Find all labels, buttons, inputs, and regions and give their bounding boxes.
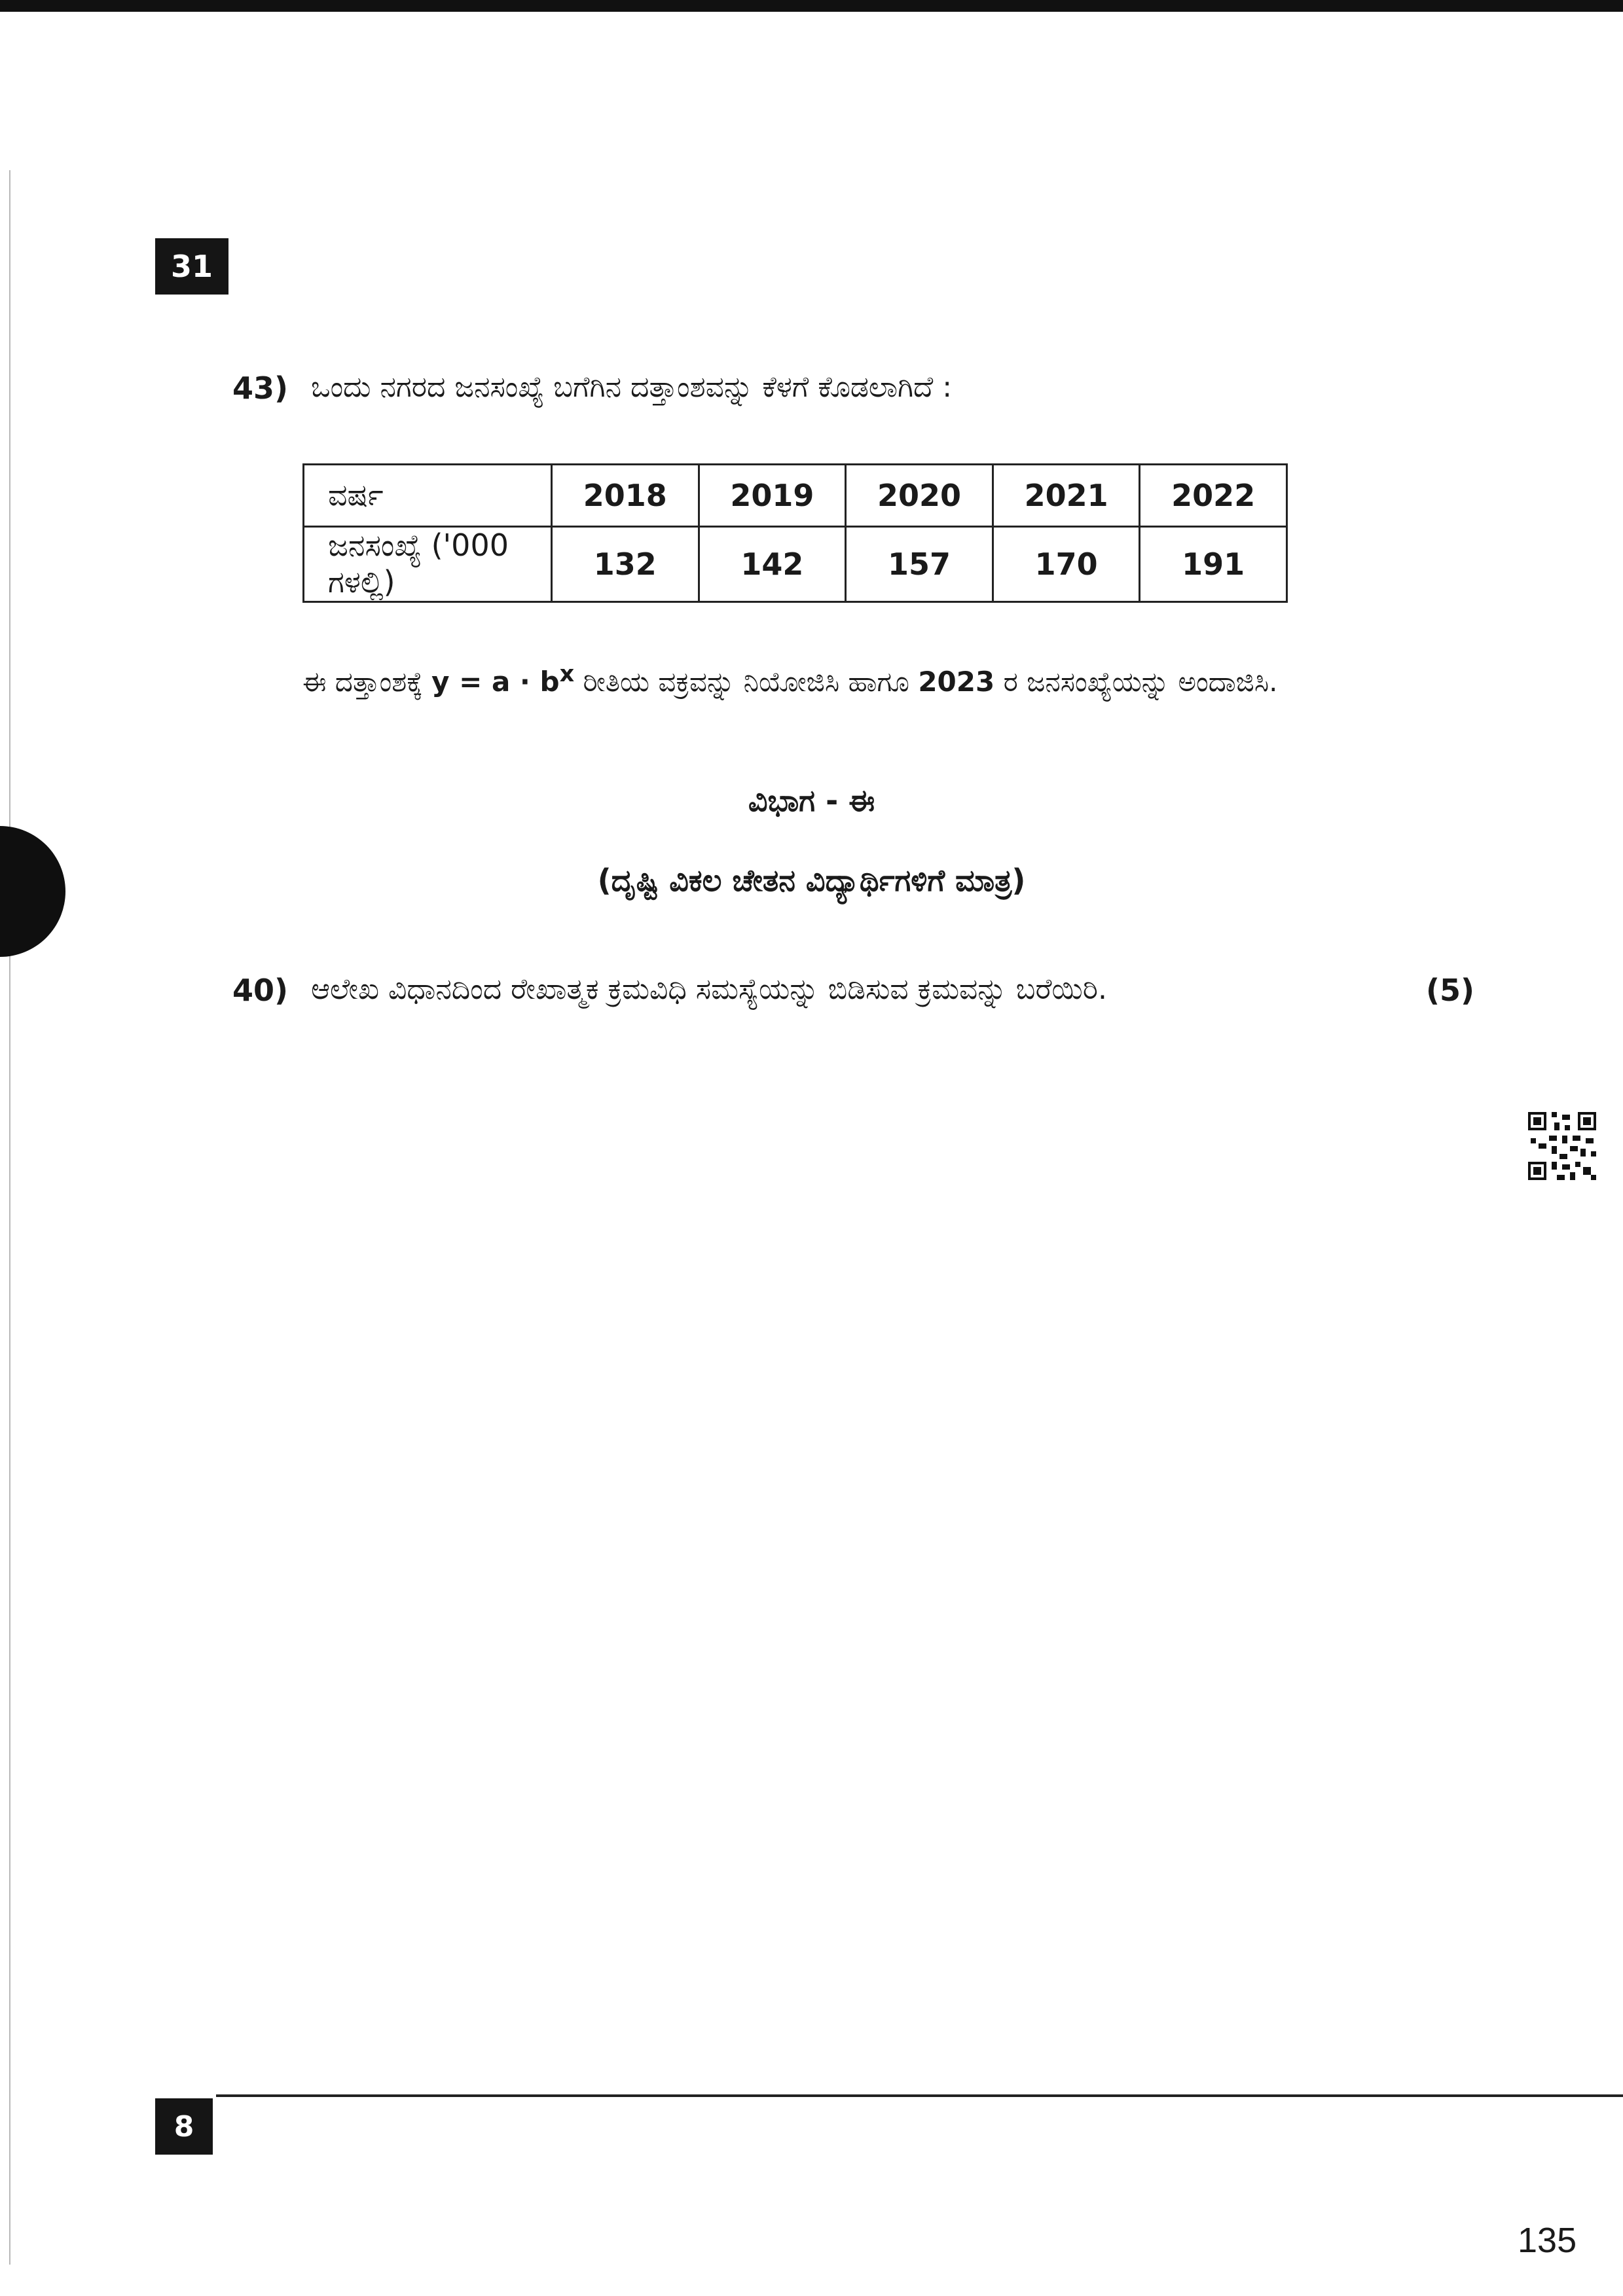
page-number: 135 <box>1518 2221 1577 2260</box>
question-43-number: 43) <box>232 370 289 406</box>
page-box: 8 <box>155 2098 213 2155</box>
population-cell: 157 <box>846 527 993 602</box>
instruction-middle: ರೀತಿಯ ವಕ್ರವನ್ನು ನಿಯೋಜಿಸಿ ಹಾಗೂ <box>574 666 919 698</box>
question-40-marks: (5) <box>1426 973 1475 1008</box>
qr-code-icon <box>1525 1109 1599 1183</box>
year-cell: 2021 <box>993 465 1140 527</box>
population-cell: 142 <box>699 527 846 602</box>
year-cell: 2019 <box>699 465 846 527</box>
question-43-instruction <box>302 661 1278 698</box>
instruction-year: 2023 <box>918 666 995 698</box>
instruction-prefix: ಈ ದತ್ತಾಂಶಕ್ಕೆ <box>302 666 432 698</box>
question-40-number: 40) <box>232 973 289 1008</box>
population-table <box>302 463 1288 603</box>
year-cell: 2018 <box>552 465 699 527</box>
year-cell: 2020 <box>846 465 993 527</box>
registration-mark <box>0 826 65 957</box>
bottom-rule <box>216 2094 1623 2097</box>
year-cell: 2022 <box>1140 465 1287 527</box>
formula-exponent: x <box>559 661 575 687</box>
question-43-text: ಒಂದು ನಗರದ ಜನಸಂಖ್ಯೆ ಬಗೆಗಿನ ದತ್ತಾಂಶವನ್ನು ಕೆಳಗೆ ಕೊಡಲಾಗಿದೆ : <box>311 370 953 404</box>
row-label-year: ವರ್ಷ <box>304 465 552 527</box>
paper-code-box: 31 <box>155 238 228 295</box>
question-40-text: ಆಲೇಖ ವಿಧಾನದಿಂದ ರೇಖಾತ್ಮಕ ಕ್ರಮವಿಧಿ ಸಮಸ್ಯೆಯನ್ನು ಬಿಡಿಸುವ ಕ್ರಮವನ್ನು ಬರೆಯಿರಿ. <box>311 973 1107 1006</box>
scan-margin-line <box>9 170 10 2265</box>
formula: $y = a \cdot b^x$ <box>431 661 575 698</box>
row-label-population: ಜನಸಂಖ್ಯೆ ('000 ಗಳಲ್ಲಿ) <box>304 527 552 602</box>
table-row-population <box>304 527 1287 602</box>
top-border-rule <box>0 0 1623 12</box>
table-row-years <box>304 465 1287 527</box>
population-cell: 132 <box>552 527 699 602</box>
population-cell: 170 <box>993 527 1140 602</box>
section-subtitle: (ದೃಷ್ಟಿ ವಿಕಲ ಚೇತನ ವಿದ್ಯಾರ್ಥಿಗಳಿಗೆ ಮಾತ್ರ) <box>597 863 1026 898</box>
population-cell: 191 <box>1140 527 1287 602</box>
section-title: ವಿಭಾಗ - ಈ <box>748 783 875 818</box>
instruction-end: ರ ಜನಸಂಖ್ಯೆಯನ್ನು ಅಂದಾಜಿಸಿ. <box>994 666 1278 698</box>
